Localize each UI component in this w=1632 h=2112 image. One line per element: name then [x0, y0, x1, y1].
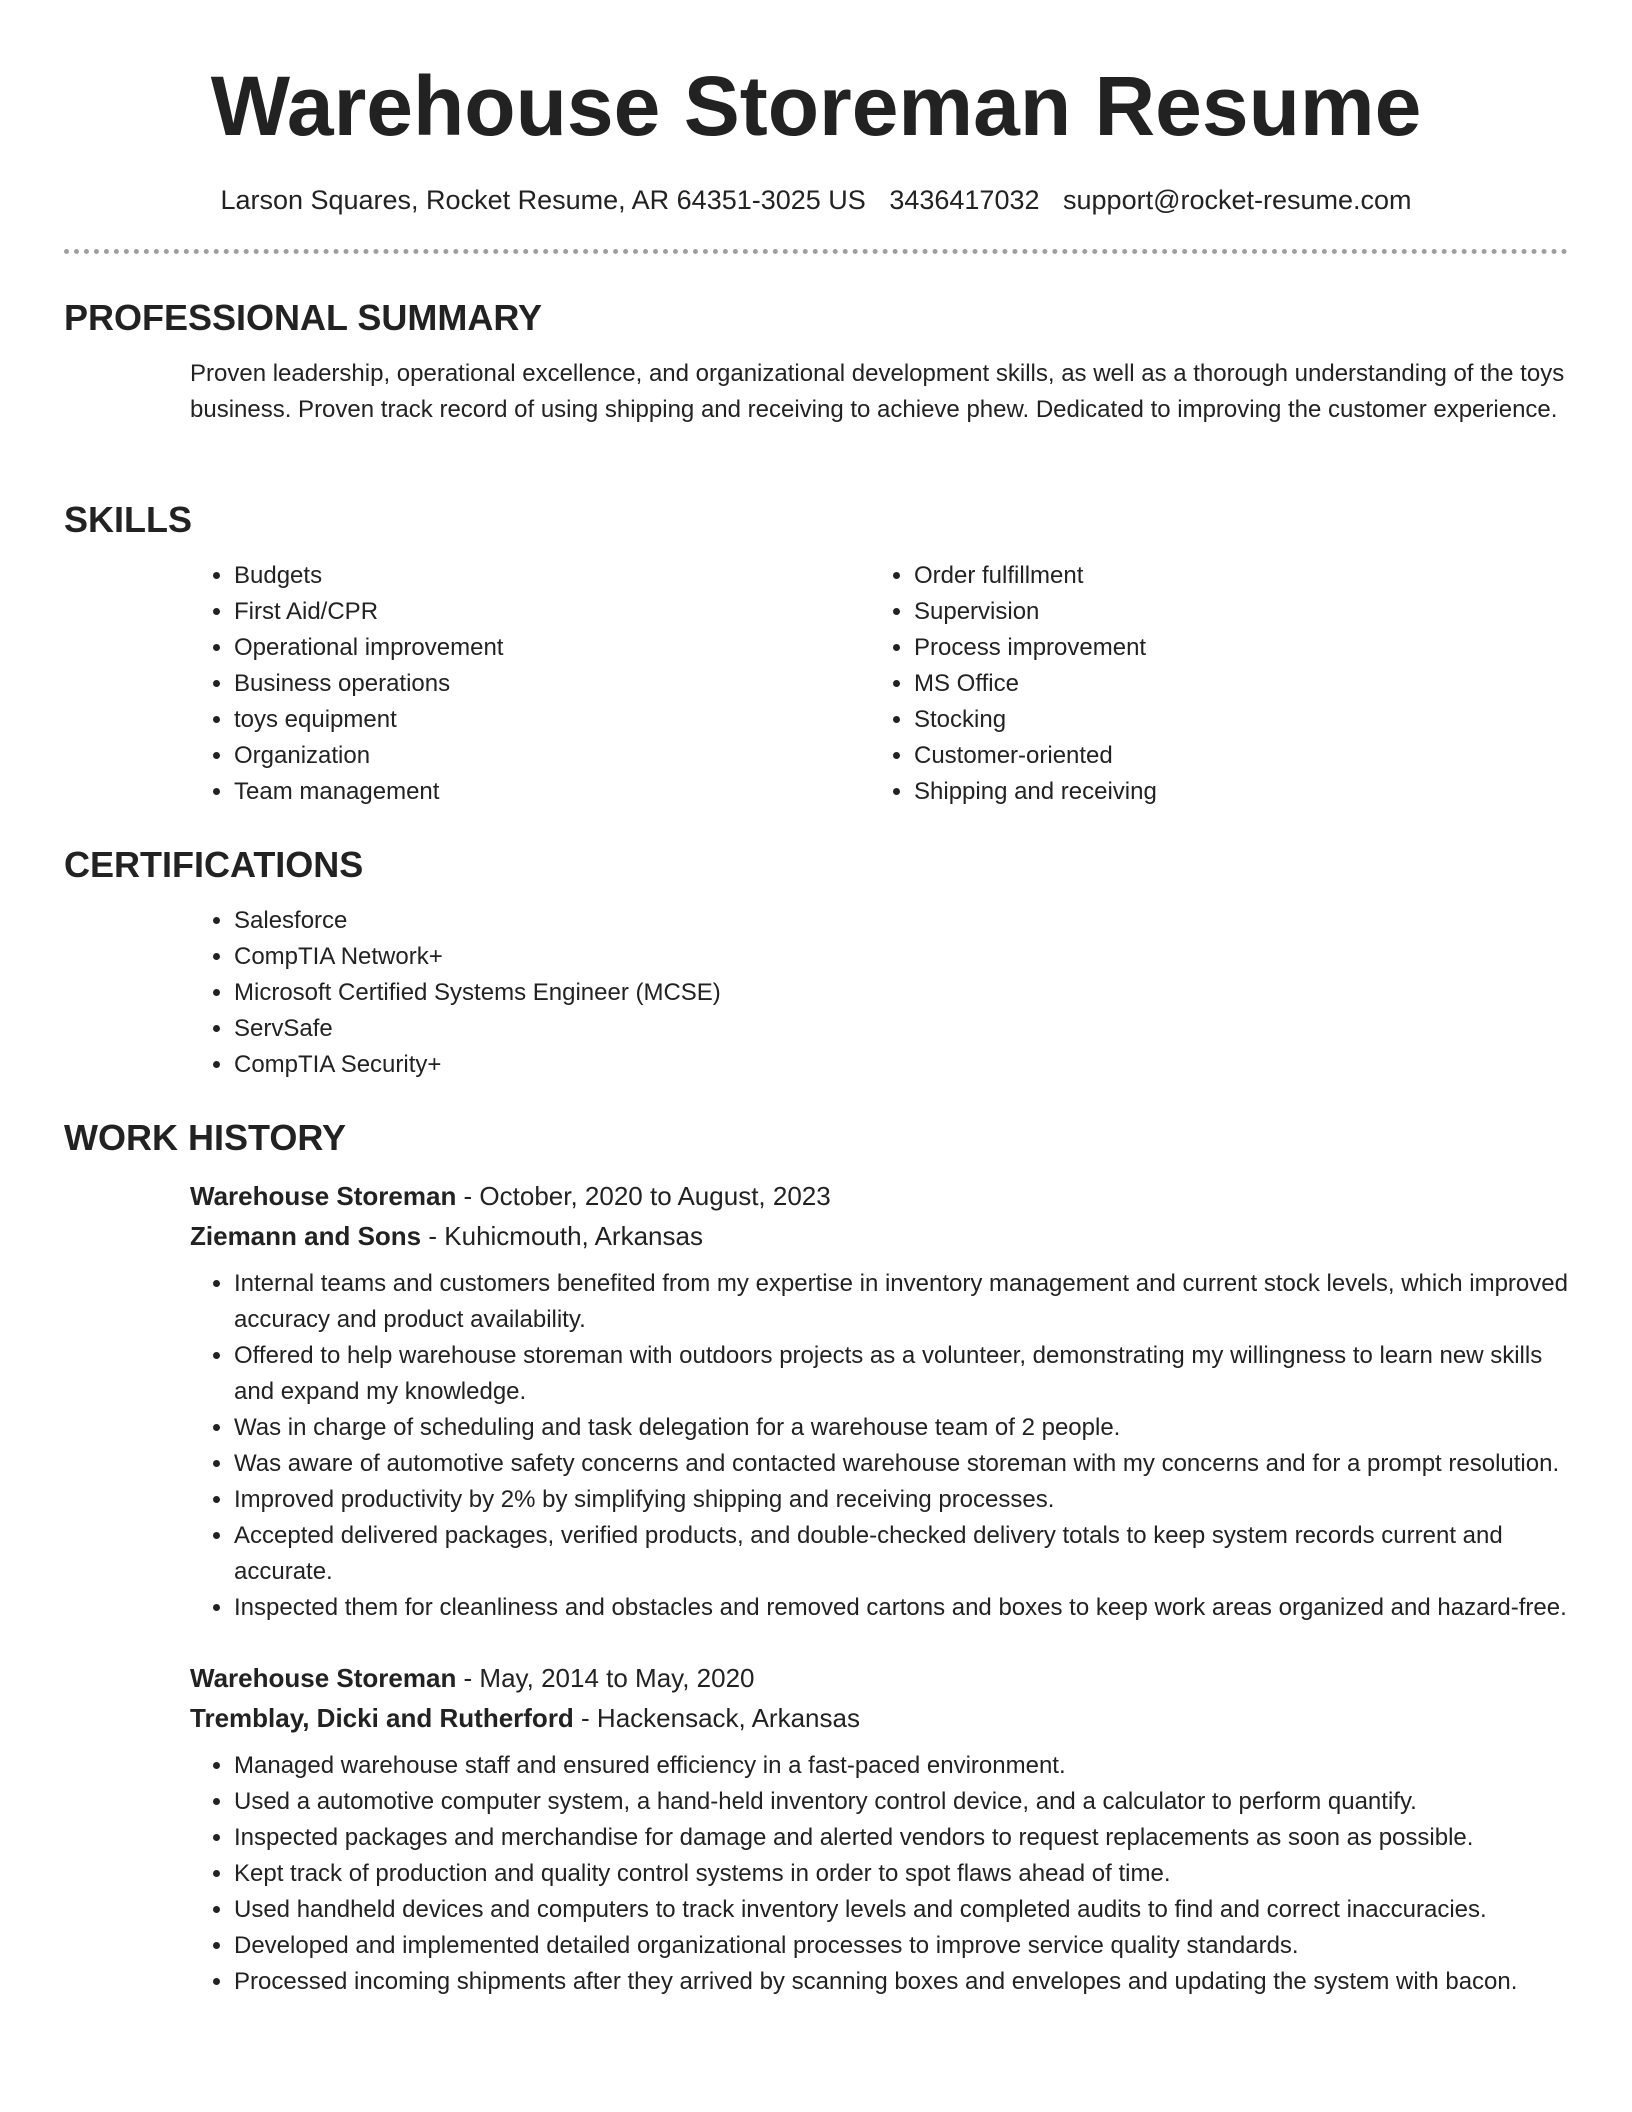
job-bullet: • Was in charge of scheduling and task delegation for a warehouse team of 2 people. [234, 1410, 1568, 1446]
job-bullet: • Accepted delivered packages, verified products, and double-checked delivery totals to keep system records current and accurate. [234, 1518, 1568, 1590]
skills-body [190, 558, 1568, 810]
skill-item: • Shipping and receiving [914, 774, 1550, 810]
summary-body [190, 356, 1568, 428]
job-title: Warehouse Storeman [190, 1181, 457, 1211]
skill-item: • Supervision [914, 594, 1550, 630]
skills-list-right [870, 558, 1550, 810]
work-history-body [190, 1176, 1568, 2000]
work-history-heading: WORK HISTORY [64, 1117, 347, 1158]
job-dates: - May, 2014 to May, 2020 [456, 1663, 755, 1693]
job-entry [190, 1176, 1568, 1626]
job-bullet: • Inspected packages and merchandise for damage and alerted vendors to request replacements as soon as possible. [234, 1820, 1568, 1856]
job-entry [190, 1658, 1568, 2000]
contact-line [0, 182, 1632, 218]
resume-title: Warehouse Storeman Resume [210, 59, 1422, 153]
certifications-body [190, 903, 1568, 1083]
job-dates: - October, 2020 to August, 2023 [456, 1181, 831, 1211]
skill-item: • MS Office [914, 666, 1550, 702]
job-title: Warehouse Storeman [190, 1663, 457, 1693]
certification-item: • Salesforce [234, 903, 1568, 939]
contact-email: support@rocket-resume.com [1063, 185, 1412, 215]
job-bullet: • Internal teams and customers benefited from my expertise in inventory management and current stock levels, which improved accuracy and product availability. [234, 1266, 1568, 1338]
work-history-section [64, 1115, 1568, 2000]
certification-item: • ServSafe [234, 1011, 1568, 1047]
contact-address: Larson Squares, Rocket Resume, AR 64351-3025 US [220, 185, 866, 215]
job-bullet: • Developed and implemented detailed organizational processes to improve service quality standards. [234, 1928, 1568, 1964]
skills-section [64, 497, 1568, 810]
summary-text: Proven leadership, operational excellence, and organizational development skills, as well as a thorough understanding of the toys business. Proven track record of using shipping and receiving to achieve phew. Dedicated to improving the customer experience. [190, 360, 1565, 423]
job-location: - Kuhicmouth, Arkansas [421, 1221, 703, 1251]
job-bullet: • Used a automotive computer system, a hand-held inventory control device, and a calculator to perform quantify. [234, 1784, 1568, 1820]
certification-item: • Microsoft Certified Systems Engineer (MCSE) [234, 975, 1568, 1011]
job-bullet: • Managed warehouse staff and ensured efficiency in a fast-paced environment. [234, 1748, 1568, 1784]
skill-item: • Order fulfillment [914, 558, 1550, 594]
job-bullets [190, 1748, 1568, 2000]
job-bullet: • Offered to help warehouse storeman with outdoors projects as a volunteer, demonstrating my willingness to learn new skills and expand my knowledge. [234, 1338, 1568, 1410]
header-divider [64, 249, 1568, 254]
job-bullet: • Kept track of production and quality control systems in order to spot flaws ahead of time. [234, 1856, 1568, 1892]
skill-item: • Budgets [234, 558, 870, 594]
skill-item: • Stocking [914, 702, 1550, 738]
job-company-line [190, 1216, 1568, 1256]
job-bullet: • Processed incoming shipments after they arrived by scanning boxes and envelopes and updating the system with bacon. [234, 1964, 1568, 2000]
job-location: - Hackensack, Arkansas [573, 1703, 860, 1733]
summary-heading: PROFESSIONAL SUMMARY [64, 297, 543, 338]
skill-item: • Business operations [234, 666, 870, 702]
skills-heading: SKILLS [64, 499, 193, 540]
job-bullet: • Was aware of automotive safety concerns and contacted warehouse storeman with my concerns and for a prompt resolution. [234, 1446, 1568, 1482]
certifications-heading: CERTIFICATIONS [64, 844, 364, 885]
job-company: Tremblay, Dicki and Rutherford [190, 1703, 574, 1733]
certifications-section [64, 842, 1568, 1083]
skill-item: • Operational improvement [234, 630, 870, 666]
skill-item: • Organization [234, 738, 870, 774]
job-title-line [190, 1176, 1568, 1216]
job-bullet: • Inspected them for cleanliness and obstacles and removed cartons and boxes to keep work areas organized and hazard-free. [234, 1590, 1568, 1626]
skill-item: • toys equipment [234, 702, 870, 738]
job-company: Ziemann and Sons [190, 1221, 422, 1251]
job-company-line [190, 1698, 1568, 1738]
skill-item: • Customer-oriented [914, 738, 1550, 774]
skill-item: • Team management [234, 774, 870, 810]
certification-item: • CompTIA Network+ [234, 939, 1568, 975]
certifications-list [190, 903, 1568, 1083]
job-bullet: • Used handheld devices and computers to track inventory levels and completed audits to find and correct inaccuracies. [234, 1892, 1568, 1928]
job-bullets [190, 1266, 1568, 1626]
certification-item: • CompTIA Security+ [234, 1047, 1568, 1083]
skills-list-left [190, 558, 870, 810]
contact-phone: 3436417032 [889, 185, 1040, 215]
job-bullet: • Improved productivity by 2% by simplifying shipping and receiving processes. [234, 1482, 1568, 1518]
skill-item: • Process improvement [914, 630, 1550, 666]
skill-item: • First Aid/CPR [234, 594, 870, 630]
job-title-line [190, 1658, 1568, 1698]
summary-section [64, 295, 1568, 428]
